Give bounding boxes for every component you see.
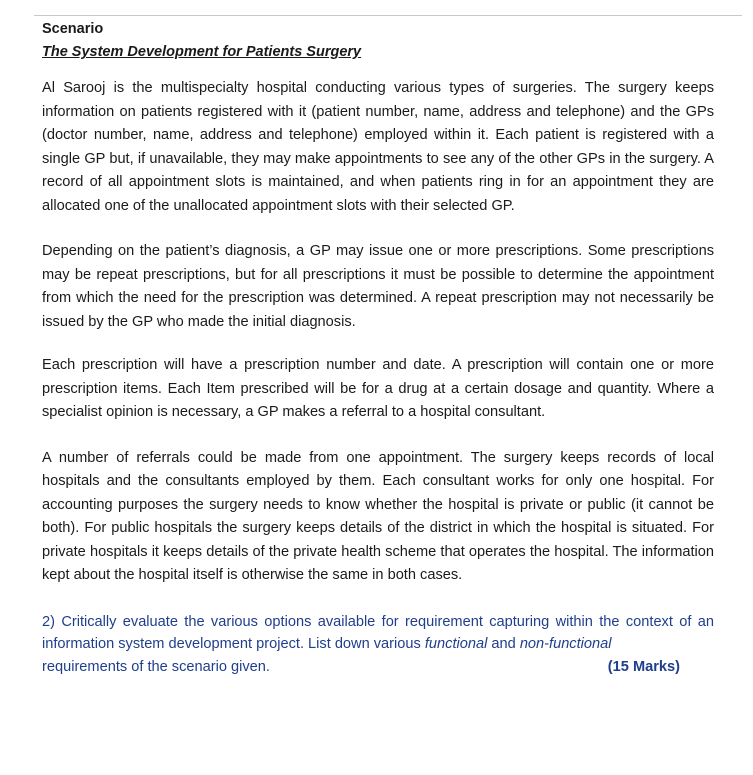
question-intro: 2) Critically evaluate the various options available for requirement capturing within the context of an information system development project. List down various (42, 613, 714, 652)
question-last-line (42, 656, 680, 679)
question-marks: (15 Marks) (607, 658, 680, 675)
question-block (42, 611, 714, 679)
paragraph-patients-gps: Al Sarooj is the multispecialty hospital conducting various types of surgeries. The surgery keeps information on patients registered with it (patient number, name, address and telephone) and the GPs (doctor number, name, address and telephone) employed within it. Each patient is registered with a single GP but, if unavailable, they may make appointments to see any of the other GPs in the surgery. A record of all appointment slots is maintained, and when patients ring in for an appointment they are allocated one of the unallocated appointment slots with their selected GP. (42, 80, 714, 214)
scenario-subheading: The System Development for Patients Surgery (42, 44, 362, 60)
question-and: and (487, 636, 520, 652)
document-body (42, 20, 714, 678)
scenario-heading: Scenario (42, 21, 104, 37)
paragraph-referrals-hospitals: A number of referrals could be made from one appointment. The surgery keeps records of local hospitals and the consultants employed by them. Each consultant works for only one hospital. For accounting purposes the surgery needs to know whether the hospital is private or public (it cannot be both). For public hospitals the surgery keeps details of the district in which the hospital is situated. For private hospitals it keeps details of the private health scheme that operates the hospital. The information kept about the hospital itself is otherwise the same in both cases. (42, 449, 714, 583)
top-divider (34, 15, 742, 16)
paragraph-prescription-items: Each prescription will have a prescription number and date. A prescription will contain one or more prescription items. Each Item prescribed will be for a drug at a certain dosage and quantity. Where a specialist opinion is necessary, a GP makes a referral to a hospital consultant. (42, 357, 714, 420)
question-non-functional: non-functional (519, 636, 612, 652)
question-functional: functional (424, 636, 488, 652)
question-tail: requirements of the scenario given. (42, 658, 270, 675)
paragraph-prescriptions: Depending on the patient’s diagnosis, a GP may issue one or more prescriptions. Some prescriptions may be repeat prescriptions, but for all prescriptions it must be possible to determine the appointment from which the need for the prescription was determined. A repeat prescription may not necessarily be issued by the GP who made the initial diagnosis. (42, 243, 714, 330)
